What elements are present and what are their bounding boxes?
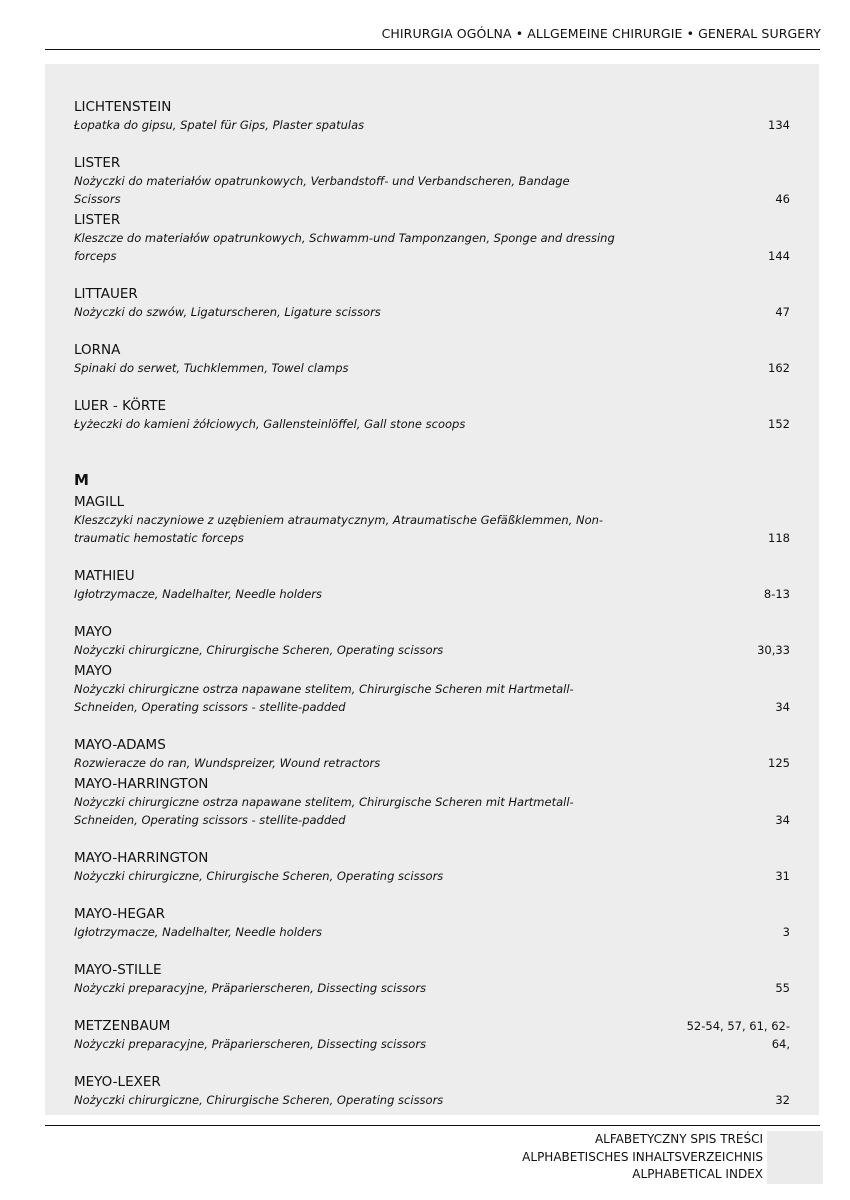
index-entry [74,285,790,321]
entry-description: Igłotrzymacze, Nadelhalter, Needle holders [74,925,323,939]
index-entry [74,341,790,377]
entry-page: 125 [768,756,790,770]
footer-line-german: ALPHABETISCHES INHALTSVERZEICHNIS [522,1149,763,1164]
entry-page: 134 [768,118,790,132]
entry-description: Kleszczyki naczyniowe z uzębieniem atraumatycznym, Atraumatische Gefäßklemmen, Non-traumatic hemostatic forceps [74,513,604,545]
index-list [74,98,790,1109]
entry-name: LUER - KÖRTE [74,398,167,414]
index-entry [74,849,790,885]
entry-description: Nożyczki preparacyjne, Präparierscheren, Dissecting scissors [74,981,427,995]
entry-name: MATHIEU [74,568,135,584]
entry-name: MAGILL [74,494,125,510]
entry-page: 52-54, 57, 61, 62-64, [686,1019,790,1051]
entry-description: Łyżeczki do kamieni żółciowych, Gallensteinlöffel, Gall stone scoops [74,417,466,431]
entry-description: Nożyczki do szwów, Ligaturscheren, Ligature scissors [74,305,381,319]
entry-name: MAYO-HARRINGTON [74,776,209,792]
footer-line-english: ALPHABETICAL INDEX [632,1167,763,1181]
entry-page: 46 [775,192,790,206]
index-entry [74,397,790,433]
entry-page: 144 [768,249,790,263]
entry-name: MAYO [74,624,112,640]
entry-name: MAYO-HEGAR [74,906,165,922]
entry-page: 31 [775,869,790,883]
index-entry [74,1073,790,1109]
section-letter: M [74,471,89,489]
entry-name: LISTER [74,155,121,171]
entry-name: METZENBAUM [74,1018,171,1034]
entry-page: 55 [775,981,790,995]
index-entry [74,961,790,997]
entry-description: Nożyczki chirurgiczne ostrza napawane stelitem, Chirurgische Scheren mit Hartmetall-Schneiden, Operating scissors - stellite-padded [74,682,574,714]
index-panel [45,64,819,1115]
entry-page: 34 [775,813,790,827]
entry-page: 47 [775,305,790,319]
index-entry [74,211,790,265]
index-entry [74,662,790,716]
footer-title [522,1131,763,1184]
entry-page: 34 [775,700,790,714]
entry-description: Łopatka do gipsu, Spatel für Gips, Plaster spatulas [74,118,365,132]
entry-page: 118 [768,531,790,545]
index-entry [74,905,790,941]
entry-description: Nożyczki preparacyjne, Präparierscheren, Dissecting scissors [74,1037,427,1051]
entry-description: Nożyczki chirurgiczne ostrza napawane stelitem, Chirurgische Scheren mit Hartmetall-Schneiden, Operating scissors - stellite-padded [74,795,574,827]
entry-description: Rozwieracze do ran, Wundspreizer, Wound retractors [74,756,381,770]
entry-name: LICHTENSTEIN [74,99,172,115]
entry-name: MAYO-ADAMS [74,737,166,753]
index-entry [74,154,790,208]
entry-description: Spinaki do serwet, Tuchklemmen, Towel clamps [74,361,349,375]
page-header: CHIRURGIA OGÓLNA • ALLGEMEINE CHIRURGIE • GENERAL SURGERY [381,26,821,41]
entry-name: LORNA [74,342,121,358]
index-entry [74,775,790,829]
index-entry [74,1017,790,1053]
entry-page: 8-13 [763,587,790,601]
entry-description: Nożyczki chirurgiczne, Chirurgische Scheren, Operating scissors [74,1093,444,1107]
entry-name: LISTER [74,212,121,228]
entry-page: 32 [775,1093,790,1107]
footer-line-polish: ALFABETYCZNY SPIS TREŚCI [594,1132,763,1146]
index-entry [74,623,790,659]
entry-description: Nożyczki chirurgiczne, Chirurgische Scheren, Operating scissors [74,869,444,883]
entry-description: Kleszcze do materiałów opatrunkowych, Schwamm-und Tamponzangen, Sponge and dressing forceps [74,231,615,263]
footer-divider [45,1125,820,1126]
entry-name: LITTAUER [74,286,138,302]
index-entry [74,567,790,603]
index-entry [74,736,790,772]
entry-name: MAYO [74,663,112,679]
entry-description: Igłotrzymacze, Nadelhalter, Needle holders [74,587,323,601]
index-entry [74,98,790,134]
entry-description: Nożyczki do materiałów opatrunkowych, Verbandstoff- und Verbandscheren, Bandage Scissors [74,174,570,206]
entry-page: 162 [768,361,790,375]
page-tab-marker [767,1131,823,1184]
entry-page: 30,33 [757,643,790,657]
entry-name: MAYO-STILLE [74,962,162,978]
entry-name: MEYO-LEXER [74,1074,161,1090]
entry-name: MAYO-HARRINGTON [74,850,209,866]
index-entry [74,493,790,547]
entry-page: 152 [768,417,790,431]
entry-page: 3 [782,925,790,939]
header-divider [45,49,820,50]
entry-description: Nożyczki chirurgiczne, Chirurgische Scheren, Operating scissors [74,643,444,657]
